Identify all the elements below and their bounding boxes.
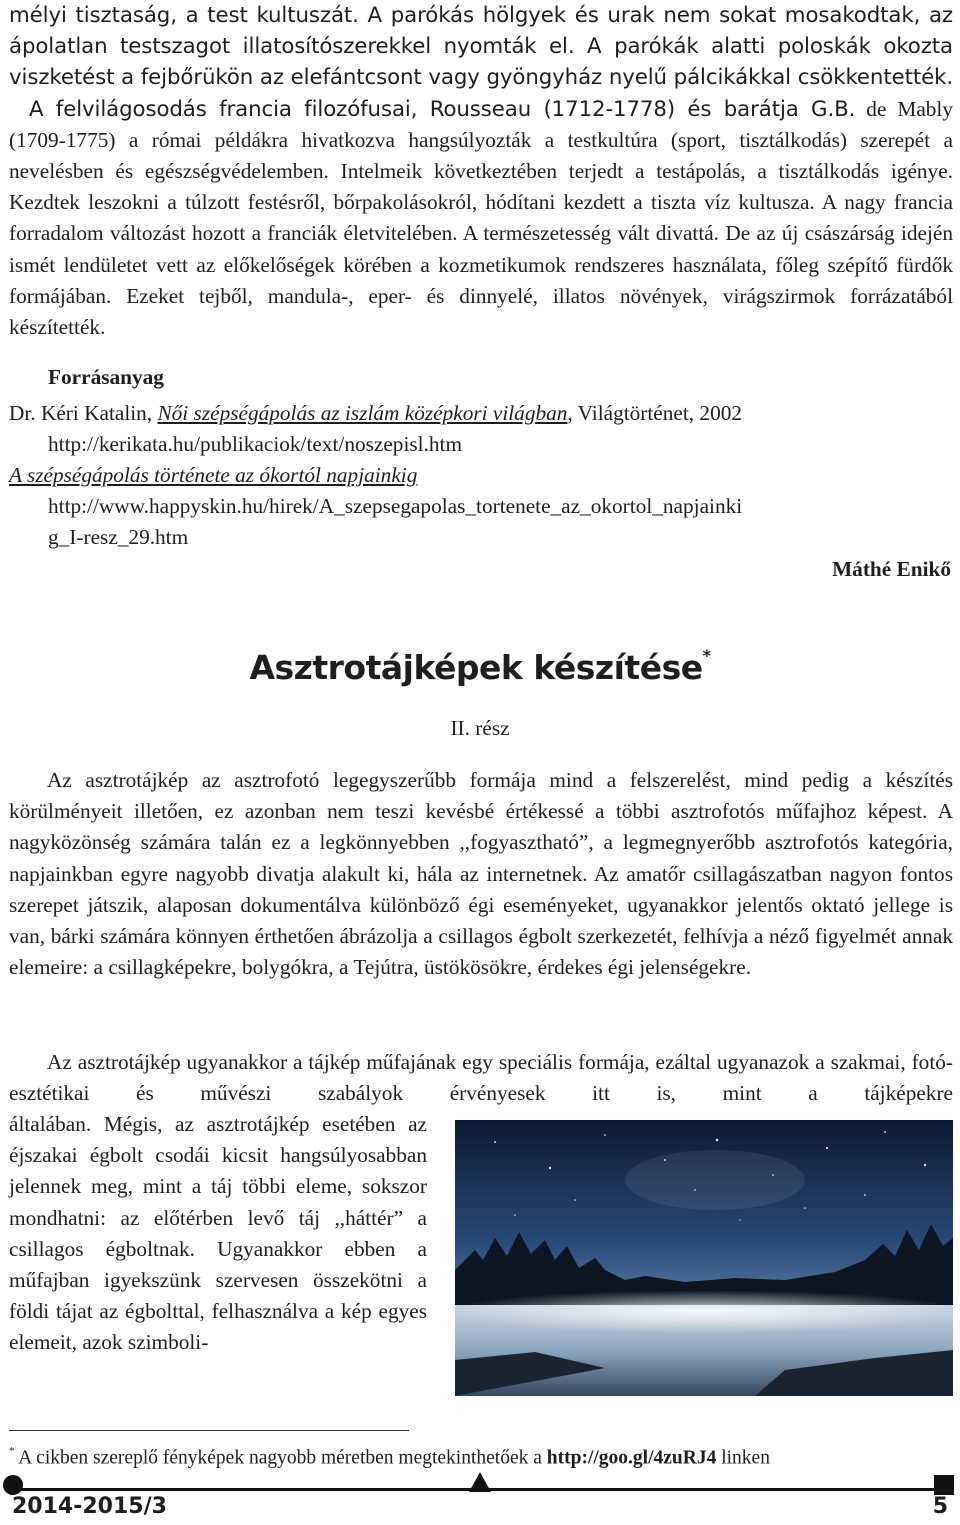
source-ref-2-title: A szépségápolás története az ókortól napjainkig xyxy=(9,463,418,487)
top-line-2: ápolatlan testszagot illatosítószerekkel nyomták el. A parókák alatti poloskák okozta xyxy=(9,34,953,60)
article-title-text: Asztrotájképek készítése xyxy=(249,648,703,687)
article-title xyxy=(0,648,960,687)
issue-number: 2014-2015/3 xyxy=(12,1494,167,1519)
footnote-rule xyxy=(9,1430,409,1431)
top-paragraph xyxy=(9,0,953,343)
footer-rule xyxy=(9,1488,953,1491)
source-ref-1-url[interactable]: http://kerikata.hu/publikaciok/text/noszepisl.htm xyxy=(48,432,463,456)
article-paragraph-1: Az asztrotájkép az asztrofotó legegyszerűbb formája mind a felszerelést, mind pedig a készítés körülményeit illetően, ez azonban nem teszi kevésbé értékessé a többi asztrofotós műfajhoz képest. A nagyközönség számára talán ez a legkönnyebben ,,fogyasztható”, a legmegnyerőbb asztrofotós kategória, napjainkban egyre nagyobb divatja alakult ki, hála az internetnek. Az amatőr csillagászatban nagyon fontos szerepet játszik, alaposan dokumentálva különböző égi eseményeket, ugyanakkor jelentős oktató jellege is van, bárki számára könnyen érthetően ábrázolja a csillagos égbolt szerkezetét, felhívja a néző figyelmét annak elemeire: a csillagképekre, bolygókra, a Tejútra, üstökösökre, érdekes égi jelenségekre. xyxy=(9,768,953,980)
source-ref-2-url-line-2[interactable]: g_I-resz_29.htm xyxy=(48,525,189,549)
footer-square-marker xyxy=(934,1475,954,1495)
source-ref-1-publication: , Világtörténet, 2002 xyxy=(567,401,743,425)
article-paragraph-2: Az asztrotájkép ugyanakkor a tájkép műfajának egy speciális formája, ezáltal ugyanazok a szakmai, fotó-esztétikai és művészi szabályok érvényesek itt is, mint a tájképekre xyxy=(9,1050,953,1106)
source-ref-1 xyxy=(9,398,742,429)
source-ref-1-author: Dr. Kéri Katalin, xyxy=(9,401,158,425)
night-landscape-photo xyxy=(455,1120,953,1396)
top-line-1: mélyi tisztaság, a test kultuszát. A parókás hölgyek és urak nem sokat mosakodtak, az xyxy=(9,3,953,28)
footnote-link[interactable]: http://goo.gl/4zuRJ4 xyxy=(546,1447,717,1469)
astro-landscape-image xyxy=(455,1120,953,1396)
footnote-text: A cikben szereplő fényképek nagyobb méretben megtekinthetőek a xyxy=(14,1447,547,1469)
footnote-mark: * xyxy=(9,1445,15,1457)
page-number: 5 xyxy=(932,1494,948,1519)
article-paragraph-2-wrap: általában. Mégis, az asztrotájkép esetében az éjszakai égbolt csodái kicsit hangsúlyosabban jelennek meg, mint a táj többi eleme, sokszor mondhatni: az előtérben levő táj ,,háttér” a csillagos égboltnak. Ugyanakkor ebben a műfajban igyekszünk szervesen összekötni a földi tájat az égbolttal, felhasználva a kép egyes elemeit, azok szimboli- xyxy=(9,1112,427,1355)
footnote-suffix: linken xyxy=(716,1447,770,1469)
top-line-4: A felvilágosodás francia filozófusai, Rousseau (1712-1778) és barátja G.B. xyxy=(29,96,856,122)
source-ref-1-title: Női szépségápolás az iszlám középkori világban xyxy=(157,401,568,425)
sources-heading: Forrásanyag xyxy=(48,365,164,389)
author-name: Máthé Enikő xyxy=(832,557,951,581)
article-part: II. rész xyxy=(450,716,510,740)
title-footnote-mark: * xyxy=(702,646,711,665)
footnote xyxy=(9,1440,770,1472)
top-rest: de Mably (1709-1775) a római példákra hivatkozva hangsúlyozták a testkultúra (sport, tisztálkodás) szerepét a nevelésben és egészségvédelemben. Intelmeik következtében terjedt a testápolás, a tisztálkodás igénye. Kezdtek leszokni a túlzott festésről, bőrpakolásokról, hódítani kezdett a tiszta víz kultusza. A nagy francia forradalom változást hozott a franciák életvitelében. A természetesség vált divattá. De az új császárság idején ismét lendületet vett az előkelőségek körében a kozmetikumok rendszeres használata, főleg szépítő fürdők formájában. Ezeket tejből, mandula-, eper- és dinnyelé, illatos növények, virágszirmok forrázatából készítették. xyxy=(9,96,953,340)
top-line-3: viszketést a fejbőrükön az elefántcsont vagy gyöngyház nyelű pálcikákkal csökkentették. xyxy=(9,65,953,91)
footer-circle-marker xyxy=(3,1475,23,1495)
source-ref-2-url-line-1[interactable]: http://www.happyskin.hu/hirek/A_szepsegapolas_tortenete_az_okortol_napjainki xyxy=(48,494,743,518)
